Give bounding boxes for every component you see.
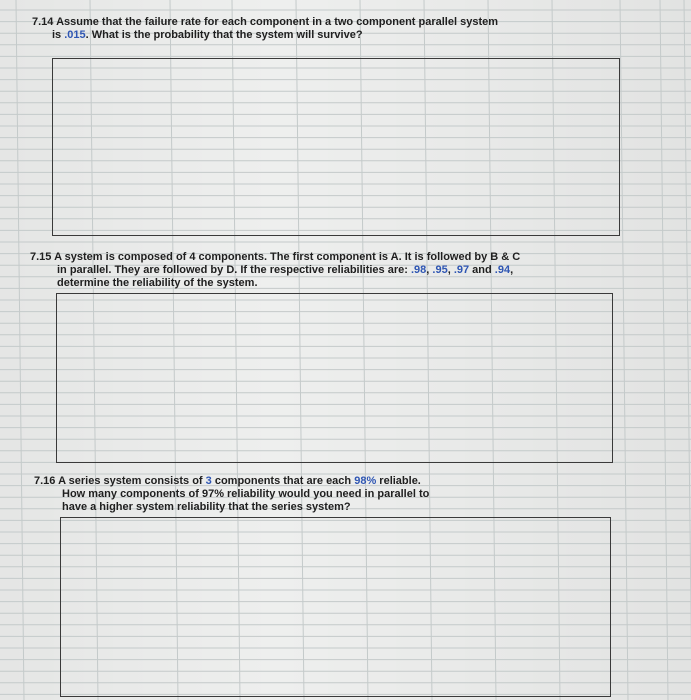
failure-rate-value: .015 bbox=[64, 29, 86, 41]
question-number: 7.15 bbox=[30, 251, 52, 263]
reliability-d: .94 bbox=[494, 264, 511, 276]
question-number: 7.16 bbox=[34, 475, 56, 487]
question-number: 7.14 bbox=[32, 16, 54, 28]
question-7-16: 7.16 A series system consists of 3 components that are each 98% reliable. How many components of 97% reliability would you need in parallel to have a higher system reliability that the series system? bbox=[34, 475, 430, 513]
grid-col-line bbox=[620, 0, 628, 700]
reliability-b: .95 bbox=[432, 264, 448, 276]
question-text-line: A system is composed of 4 components. The first component is A. It is followed by B & C bbox=[54, 251, 521, 263]
reliability-a: .98 bbox=[410, 264, 427, 276]
grid-col-line bbox=[16, 0, 24, 700]
question-7-14: 7.14 Assume that the failure rate for each component in a two component parallel system is .015. What is the probability that the system will survive? bbox=[32, 16, 499, 41]
answer-box-7-16[interactable] bbox=[60, 517, 611, 697]
question-7-15: 7.15 A system is composed of 4 components. The first component is A. It is followed by B & C in parallel. They are followed by D. If the respective reliabilities are: .98, .95, .97 and .94, determine the reliability of the system. bbox=[30, 251, 521, 289]
grid-col-line bbox=[684, 0, 691, 700]
answer-box-7-15[interactable] bbox=[56, 293, 613, 463]
reliability-c: .97 bbox=[453, 264, 470, 276]
component-count: 3 bbox=[205, 475, 212, 487]
answer-box-7-14[interactable] bbox=[52, 58, 620, 236]
grid-col-line bbox=[660, 0, 668, 700]
component-reliability: 98% bbox=[354, 475, 377, 487]
question-text-line: Assume that the failure rate for each component in a two component parallel system bbox=[56, 16, 499, 28]
